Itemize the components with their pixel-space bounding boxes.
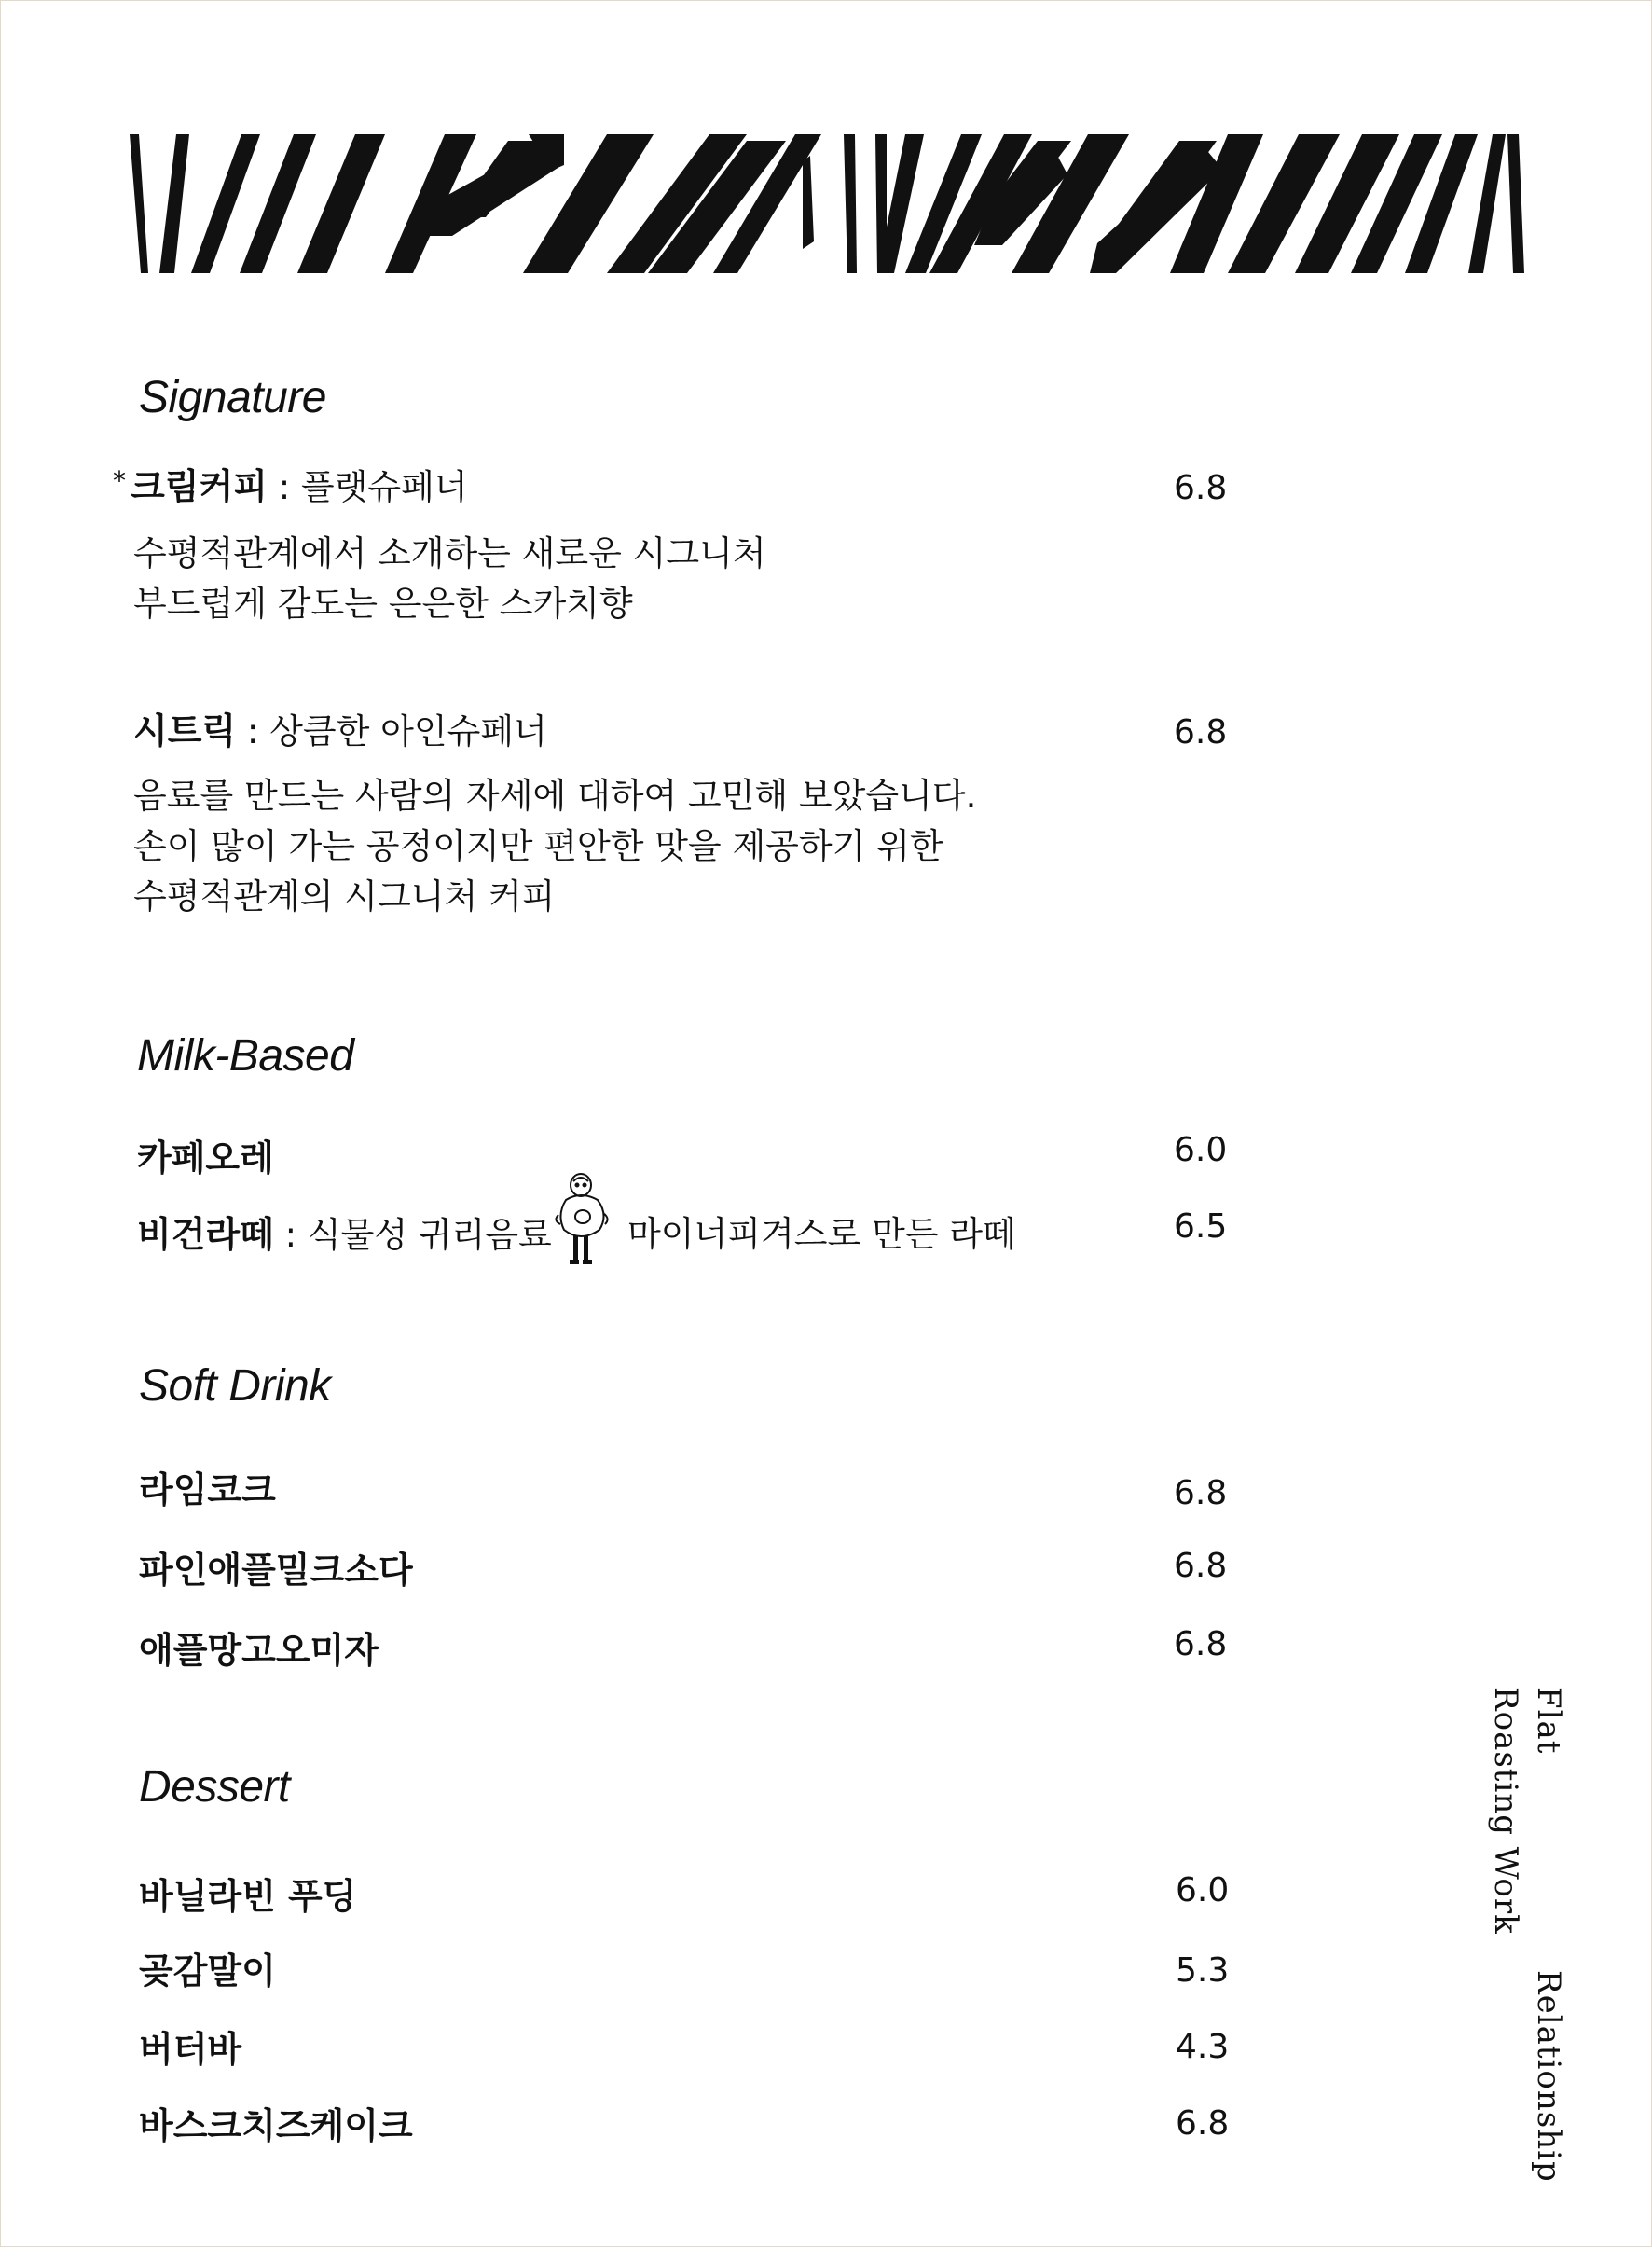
milk-item-vegan-latte [137, 1206, 552, 1257]
brand-word-flat: Flat [1530, 1687, 1567, 1755]
item-subtitle-continued: 마이너피겨스로 만든 라떼 [627, 1214, 1016, 1254]
item-description [133, 529, 766, 629]
item-price: 4.3 [1176, 2028, 1230, 2066]
description-line: 손이 많이 가는 공정이지만 편안한 맛을 제공하기 위한 [133, 826, 943, 866]
item-price: 5.3 [1176, 1951, 1230, 1990]
item-name: 비건라떼 [137, 1214, 274, 1255]
description-line: 음료를 만드는 사람의 자세에 대하여 고민해 보았습니다. [133, 776, 977, 816]
item-price: 6.8 [1174, 1474, 1228, 1512]
description-line: 부드럽게 감도는 은은한 스카치향 [133, 584, 633, 624]
brand-words-roasting-work: Roasting Work [1487, 1687, 1524, 1935]
brand-word-relationship: Relationship [1530, 1970, 1567, 2183]
item-price: 6.0 [1176, 1871, 1230, 1909]
item-subtitle: : 식물성 귀리음료 [273, 1215, 552, 1255]
mascot-illustration-icon [555, 1168, 611, 1271]
description-line: 수평적관계에서 소개하는 새로운 시그니처 [133, 533, 766, 573]
section-title-dessert: Dessert [139, 1762, 290, 1812]
item-price: 6.8 [1174, 469, 1228, 507]
item-price: 6.8 [1174, 1625, 1228, 1663]
section-title-milk-based: Milk-Based [137, 1031, 354, 1081]
item-price: 6.8 [1174, 1547, 1228, 1585]
item-name: 바닐라빈 푸딩 [139, 1876, 357, 1917]
item-name: 카페오레 [137, 1137, 274, 1179]
asterisk-marker: * [113, 465, 126, 496]
item-subtitle: : 플랫슈페너 [267, 467, 468, 507]
signature-item-2 [133, 702, 547, 753]
section-title-soft-drink: Soft Drink [139, 1361, 331, 1411]
item-name: 시트릭 [133, 710, 237, 751]
diagonal-stripes-banner-icon [1, 1, 1652, 299]
item-name: 애플망고오미자 [139, 1630, 379, 1671]
item-name: 버터바 [139, 2029, 242, 2070]
item-name: 파인애플밀크소다 [139, 1550, 413, 1591]
signature-item-1 [113, 458, 468, 509]
item-price: 6.8 [1176, 2104, 1230, 2143]
item-description [133, 771, 976, 922]
item-name: 크림커피 [131, 466, 268, 507]
description-line: 수평적관계의 시그니처 커피 [133, 876, 556, 917]
item-subtitle: : 상큼한 아인슈페너 [236, 711, 547, 751]
item-name: 바스크치즈케이크 [139, 2105, 413, 2146]
item-price: 6.5 [1174, 1207, 1228, 1246]
item-price: 6.0 [1174, 1131, 1228, 1169]
item-name: 라임코크 [139, 1469, 276, 1510]
item-name: 곶감말이 [139, 1951, 276, 1992]
item-price: 6.8 [1174, 713, 1228, 751]
section-title-signature: Signature [139, 373, 326, 422]
